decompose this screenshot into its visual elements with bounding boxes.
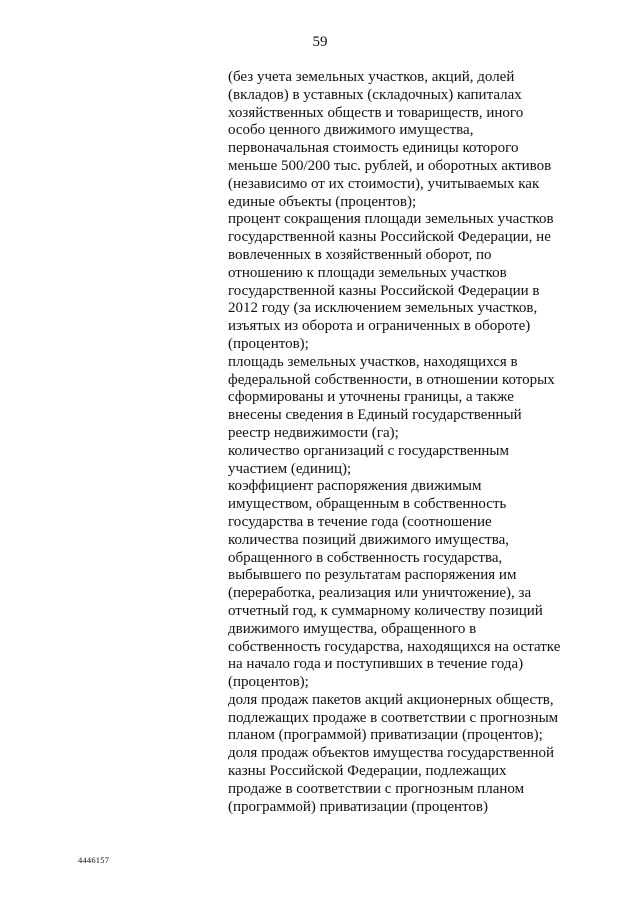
text-line: коэффициент распоряжения движимым bbox=[228, 478, 482, 495]
text-line: выбывшего по результатам распоряжения им bbox=[228, 567, 517, 584]
text-line: первоначальная стоимость единицы которого bbox=[228, 140, 519, 157]
text-line: меньше 500/200 тыс. рублей, и оборотных активов bbox=[228, 157, 552, 174]
text-line: отношению к площади земельных участков bbox=[228, 264, 507, 281]
text-line: (процентов); bbox=[228, 335, 309, 352]
text-line: продаже в соответствии с прогнозным планом bbox=[228, 780, 525, 797]
text-line: особо ценного движимого имущества, bbox=[228, 122, 474, 139]
text-line: реестр недвижимости (га); bbox=[228, 424, 399, 441]
text-line: площадь земельных участков, находящихся в bbox=[228, 353, 518, 370]
text-line: на начало года и поступивших в течение года) bbox=[228, 656, 524, 673]
text-line: (без учета земельных участков, акций, долей bbox=[228, 69, 515, 85]
text-line: процент сокращения площади земельных участков bbox=[228, 211, 554, 228]
text-line: подлежащих продаже в соответствии с прогнозным bbox=[228, 709, 559, 726]
text-line: движимого имущества, обращенного в bbox=[228, 620, 477, 637]
text-line: сформированы и уточнены границы, а также bbox=[228, 389, 514, 406]
text-line: (процентов); bbox=[228, 674, 309, 691]
text-line: планом (программой) приватизации (процентов); bbox=[228, 727, 543, 744]
body-text bbox=[228, 69, 628, 816]
text-line: количества позиций движимого имущества, bbox=[228, 531, 509, 548]
text-line: хозяйственных обществ и товариществ, иного bbox=[228, 104, 524, 121]
text-line: собственность государства, находящихся на остатке bbox=[228, 638, 561, 655]
text-line: государства в течение года (соотношение bbox=[228, 513, 492, 530]
text-line: единые объекты (процентов); bbox=[228, 193, 417, 210]
text-line: 2012 году (за исключением земельных участков, bbox=[228, 300, 538, 317]
text-line: (программой) приватизации (процентов) bbox=[228, 798, 488, 815]
text-line: вовлеченных в хозяйственный оборот, по bbox=[228, 246, 492, 263]
text-line: количество организаций с государственным bbox=[228, 442, 509, 459]
text-line: (вкладов) в уставных (складочных) капиталах bbox=[228, 86, 522, 103]
text-line: имуществом, обращенным в собственность bbox=[228, 496, 507, 513]
page-number: 59 bbox=[312, 34, 328, 50]
text-line: (переработка, реализация или уничтожение), за bbox=[228, 585, 532, 602]
text-line: государственной казны Российской Федерации в bbox=[228, 282, 540, 299]
document-code: 4446157 bbox=[78, 855, 110, 865]
text-line: отчетный год, к суммарному количеству позиций bbox=[228, 602, 543, 619]
text-line: доля продаж объектов имущества государственной bbox=[228, 745, 555, 762]
text-line: федеральной собственности, в отношении которых bbox=[228, 371, 555, 388]
text-line: внесены сведения в Единый государственный bbox=[228, 407, 522, 424]
text-line: изъятых из оборота и ограниченных в обороте) bbox=[228, 318, 531, 335]
text-line: (независимо от их стоимости), учитываемых как bbox=[228, 175, 540, 192]
text-line: участием (единиц); bbox=[228, 460, 352, 477]
text-line: доля продаж пакетов акций акционерных обществ, bbox=[228, 691, 554, 708]
text-line: казны Российской Федерации, подлежащих bbox=[228, 763, 507, 780]
text-line: государственной казны Российской Федерации, не bbox=[228, 229, 551, 246]
text-line: обращенного в собственность государства, bbox=[228, 549, 503, 566]
